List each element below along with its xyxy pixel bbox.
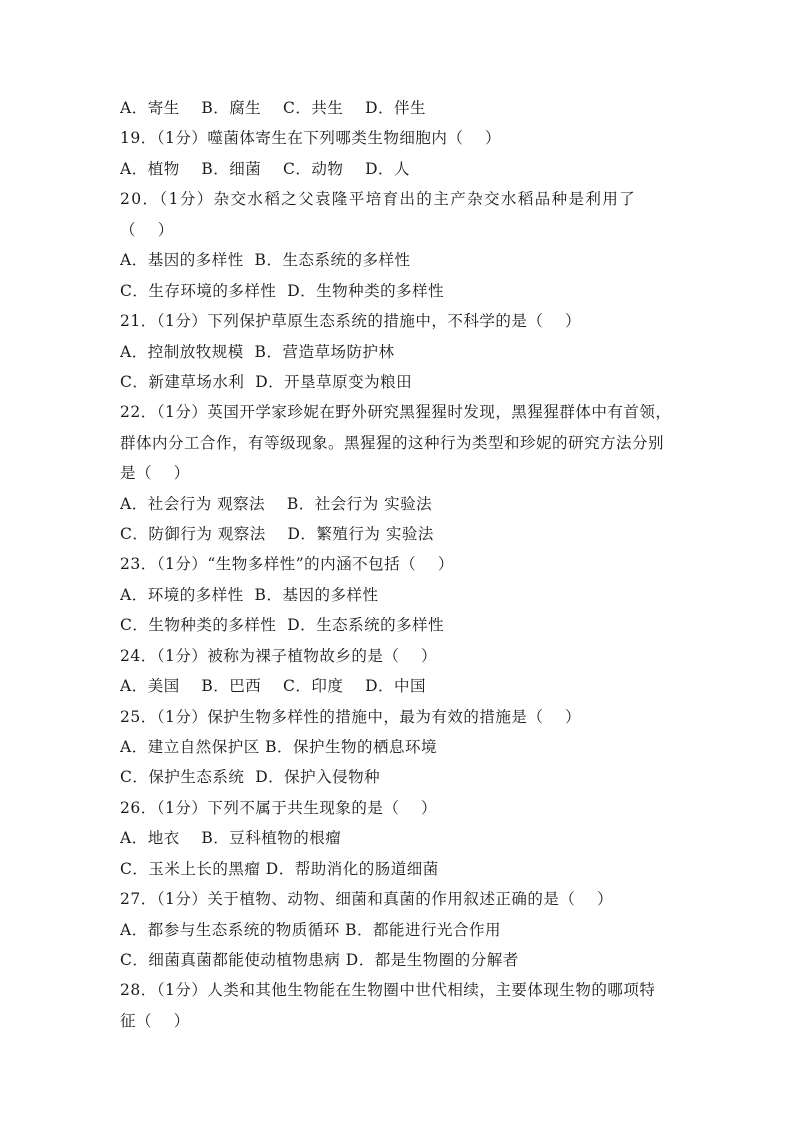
q21-question: 21．（1分）下列保护草原生态系统的措施中，不科学的是（ ） [120, 312, 582, 330]
q26-options-row1: A．地衣 B．豆科植物的根瘤 [120, 829, 342, 847]
q21-options-row2: C．新建草场水利 D．开垦草原变为粮田 [120, 373, 413, 391]
q27-question: 27．（1分）关于植物、动物、细菌和真菌的作用叙述正确的是（ ） [120, 890, 614, 908]
q20-options-row2: C．生存环境的多样性 D．生物种类的多样性 [120, 282, 445, 300]
q21-options-row1: A．控制放牧规模 B．营造草场防护林 [120, 343, 395, 361]
q25-options-row1: A．建立自然保护区 B．保护生物的栖息环境 [120, 738, 438, 756]
q20-question-line2: （ ） [120, 221, 174, 239]
q28-question-line2: 征（ ） [120, 1012, 190, 1030]
q24-options: A．美国 B．巴西 C．印度 D．中国 [120, 677, 426, 695]
q20-question-line1: 20．（1分）杂交水稻之父袁隆平培育出的主产杂交水稻品种是利用了 [120, 190, 637, 208]
q23-question: 23．（1分）“生物多样性”的内涵不包括（ ） [120, 555, 454, 573]
q19-question: 19．（1分）噬菌体寄生在下列哪类生物细胞内（ ） [120, 129, 502, 147]
q22-options-row2: C．防御行为 观察法 D．繁殖行为 实验法 [120, 525, 434, 543]
q24-question: 24．（1分）被称为裸子植物故乡的是（ ） [120, 647, 438, 665]
q28-question-line1: 28．（1分）人类和其他生物能在生物圈中世代相续，主要体现生物的哪项特 [120, 981, 656, 999]
q22-question-line2: 群体内分工合作，有等级现象。黑猩猩的这种行为类型和珍妮的研究方法分别 [120, 434, 665, 452]
q25-options-row2: C．保护生态系统 D．保护入侵物种 [120, 768, 381, 786]
q23-options-row2: C．生物种类的多样性 D．生态系统的多样性 [120, 616, 445, 634]
q26-options-row2: C．玉米上长的黑瘤 D．帮助消化的肠道细菌 [120, 860, 439, 878]
q23-options-row1: A．环境的多样性 B．基因的多样性 [120, 586, 379, 604]
q27-options-row2: C．细菌真菌都能使动植物患病 D．都是生物圈的分解者 [120, 951, 519, 969]
q22-question-line1: 22．（1分）英国开学家珍妮在野外研究黑猩猩时发现，黑猩猩群体中有首领， [120, 403, 672, 421]
q18-options: A．寄生 B．腐生 C．共生 D．伴生 [120, 99, 426, 117]
q25-question: 25．（1分）保护生物多样性的措施中，最为有效的措施是（ ） [120, 708, 582, 726]
q19-options: A．植物 B．细菌 C．动物 D．人 [120, 160, 410, 178]
q26-question: 26．（1分）下列不属于共生现象的是（ ） [120, 799, 438, 817]
q27-options-row1: A．都参与生态系统的物质循环 B．都能进行光合作用 [120, 921, 502, 939]
q20-options-row1: A．基因的多样性 B．生态系统的多样性 [120, 251, 411, 269]
q22-options-row1: A．社会行为 观察法 B．社会行为 实验法 [120, 495, 433, 513]
q22-question-line3: 是（ ） [120, 464, 190, 482]
